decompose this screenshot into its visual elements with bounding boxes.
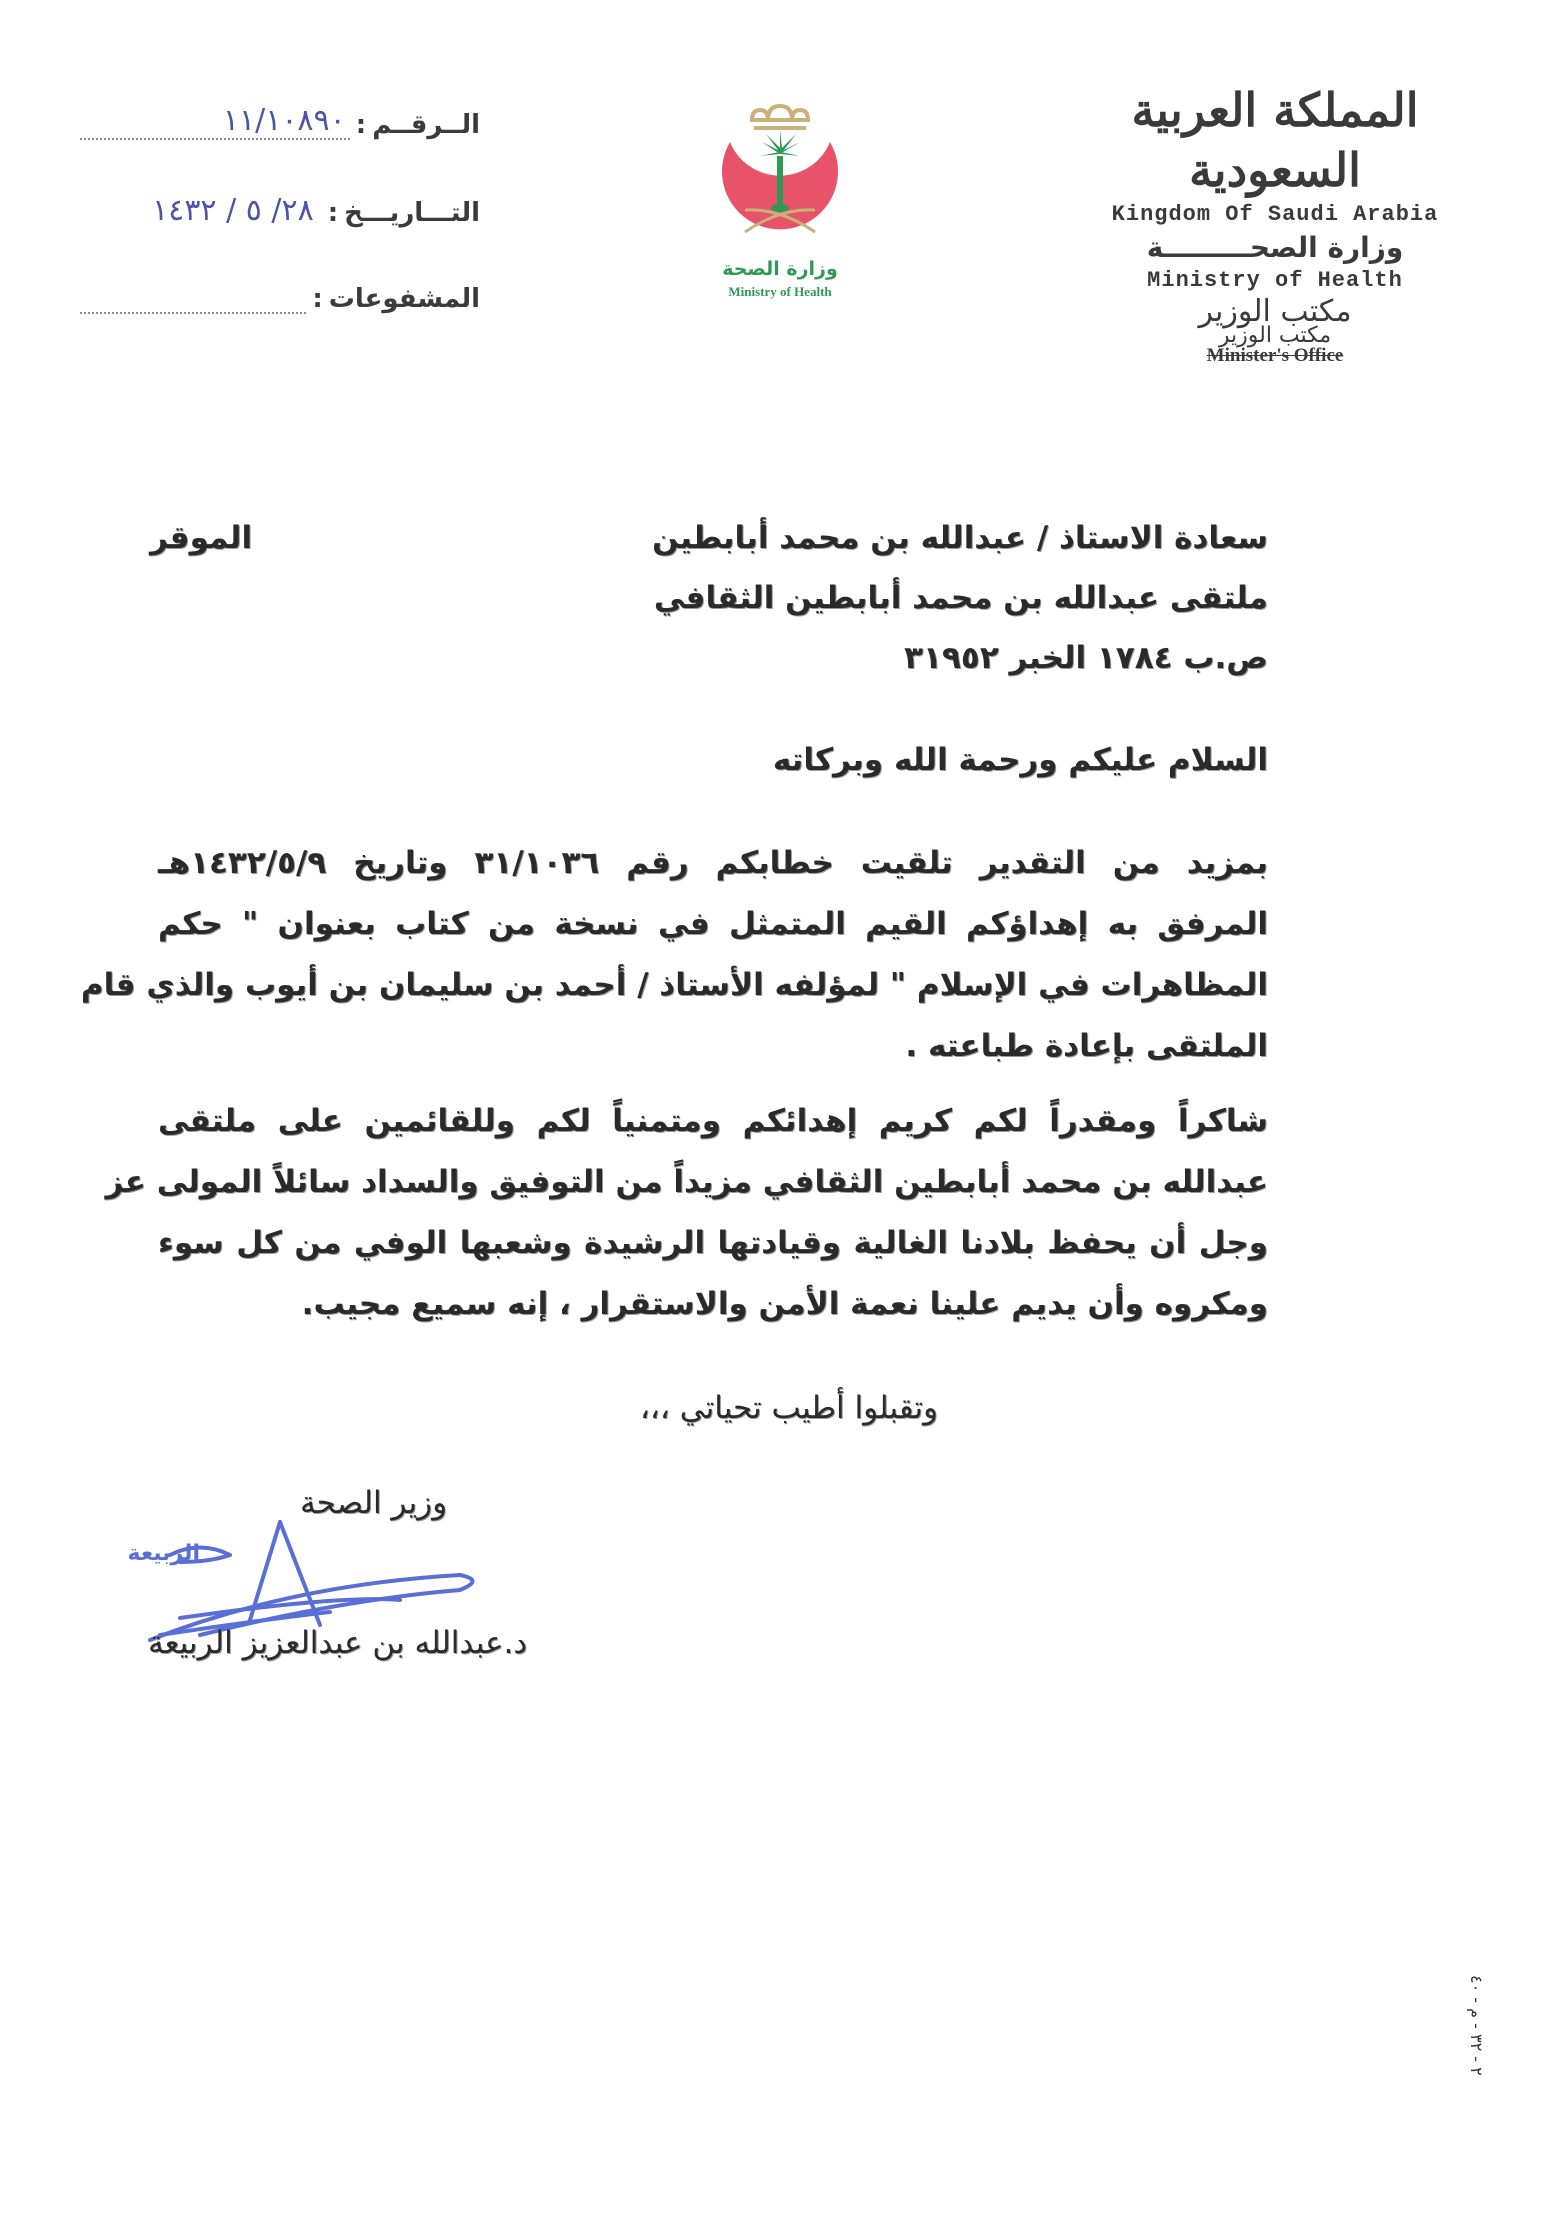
ministry-name-en: Ministry of Health [1147, 268, 1403, 293]
logo-name-ar: وزارة الصحة [722, 258, 838, 280]
paragraph-2-line: وجل أن يحفظ بلادنا الغالية وقيادتها الرشيدة وشعبها الوفي من كل سوء [158, 1225, 1268, 1261]
logo-name-en: Ministry of Health [728, 284, 832, 299]
signatory-name: د.عبدالله بن عبدالعزيز الربيعة [148, 1625, 528, 1661]
body-paragraph-2 [105, 1091, 1268, 1335]
paragraph-2-line: شاكراً ومقدراً لكم كريم إهدائكم ومتمنياً لكم وللقائمين على ملتقى [158, 1103, 1268, 1139]
form-code [1462, 1975, 1492, 2095]
reference-attachments-row [80, 270, 480, 314]
reference-attachments-field [80, 272, 306, 314]
form-code-text: ٢ - ٣٢ - م - ٤٠ [1467, 1975, 1486, 2076]
reference-date-colon: : [327, 198, 339, 228]
crown-icon [750, 106, 810, 128]
closing-line: وتقبلوا أطيب تحياتي ،،، [639, 1390, 938, 1426]
reference-number-field [80, 98, 350, 140]
ministry-name-ar: وزارة الصحـــــــــة [1146, 231, 1404, 264]
paragraph-1-line: بمزيد من التقدير تلقيت خطابكم رقم ٣١/١٠٣٦ وتاريخ ١٤٣٢/٥/٩هـ [158, 845, 1268, 881]
reference-date-field [80, 188, 322, 228]
reference-date-row [80, 184, 480, 228]
paragraph-2-line: ومكروه وأن يديم علينا نعمة الأمن والاستقرار ، إنه سميع مجيب. [301, 1286, 1268, 1322]
addressee-line-3: ص.ب ١٧٨٤ الخبر ٣١٩٥٢ [904, 640, 1268, 676]
reference-attachments-label: المشفوعات [328, 284, 480, 314]
paragraph-2-line: عبدالله بن محمد أبابطين الثقافي مزيداً من التوفيق والسداد سائلاً المولى عز [105, 1164, 1268, 1200]
country-name-ar: المملكة العربية السعودية [1131, 83, 1419, 197]
reference-number-value: ١١/١٠٨٩٠ [222, 103, 346, 138]
country-name-en: Kingdom Of Saudi Arabia [1111, 202, 1439, 227]
reference-number-row [80, 96, 480, 140]
logo-emblem-icon [700, 90, 860, 255]
paragraph-1-line: المظاهرات في الإسلام " لمؤلفه الأستاذ / أحمد بن سليمان بن أيوب والذي قام [80, 967, 1268, 1003]
paragraph-1-line: المرفق به إهداؤكم القيم المتمثل في نسخة من كتاب بعنوان " حكم [158, 906, 1268, 942]
ministry-logo [700, 90, 860, 310]
addressee-block [268, 508, 1268, 688]
reference-attachments-colon: : [312, 284, 323, 314]
addressee-line-2: ملتقى عبدالله بن محمد أبابطين الثقافي [653, 580, 1268, 616]
reference-number-colon: : [355, 110, 367, 140]
reference-date-label: التـــاريـــخ [344, 198, 480, 228]
reference-number-label: الــرقــم [372, 110, 480, 140]
signature-handwritten-text: الربيعة [127, 1541, 200, 1566]
office-name-ar-overlay: مكتب الوزير [1218, 323, 1332, 348]
addressee-honorific: الموقر [150, 520, 253, 556]
greeting: السلام عليكم ورحمة الله وبركاته [772, 742, 1268, 778]
addressee-line-1: سعادة الاستاذ / عبدالله بن محمد أبابطين [652, 520, 1268, 556]
office-name-ar: مكتب الوزير [1198, 294, 1352, 329]
reference-date-value: ٢٨/ ٥ / ١٤٣٢ [152, 193, 314, 228]
letterhead-right [1060, 80, 1490, 366]
signatory-title: وزير الصحة [300, 1485, 448, 1521]
paragraph-1-line: الملتقى بإعادة طباعته . [905, 1028, 1268, 1064]
body-paragraph-1 [80, 833, 1268, 1077]
office-name-en: Minister's Office [1206, 345, 1344, 366]
